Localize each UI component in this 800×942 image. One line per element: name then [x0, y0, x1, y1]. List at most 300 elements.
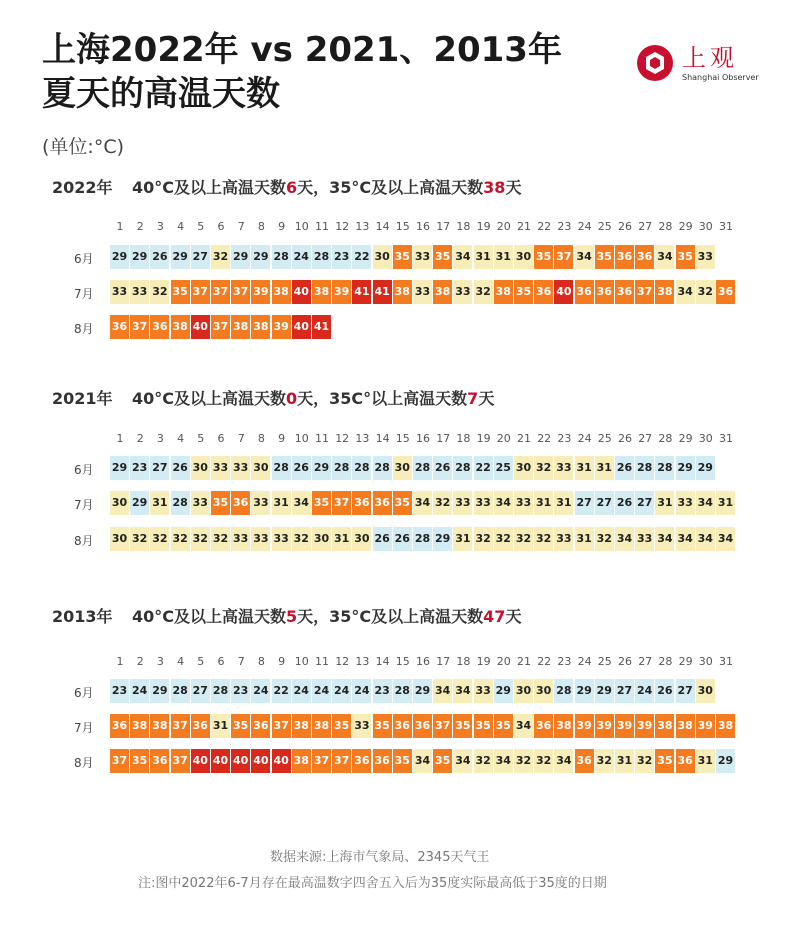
- temp-cell: 37: [312, 749, 331, 773]
- temp-cell: 29: [413, 679, 432, 703]
- section-year: 2022年: [52, 178, 113, 197]
- temp-cell: 35: [312, 491, 331, 515]
- day-label: 3: [156, 432, 164, 445]
- temp-cell: 40: [554, 280, 573, 304]
- temp-cell: 28: [554, 679, 573, 703]
- temp-cell: 38: [655, 714, 674, 738]
- temp-cell: 32: [211, 527, 230, 551]
- month-label: 7月: [74, 721, 94, 735]
- temp-cell: 38: [292, 714, 311, 738]
- temp-cell: 38: [393, 280, 412, 304]
- temp-cell: 32: [595, 527, 614, 551]
- day-label: 13: [355, 655, 370, 668]
- section-header-2013: [52, 604, 521, 627]
- temp-cell: 32: [171, 527, 190, 551]
- temp-cell: 30: [393, 456, 412, 480]
- temp-cell: 34: [453, 749, 472, 773]
- temp-cell: 40: [211, 749, 230, 773]
- temp-cell: 32: [474, 280, 493, 304]
- temp-cell: 35: [474, 714, 493, 738]
- section-year: 2013年: [52, 607, 113, 626]
- unit-label: (单位:°C): [42, 136, 124, 158]
- temp-cell: 31: [534, 491, 553, 515]
- temp-cell: 29: [312, 456, 331, 480]
- temp-cell: 38: [150, 714, 169, 738]
- temp-cell: 37: [635, 280, 654, 304]
- section-text: 天，35°C及以上高温天数: [297, 178, 484, 197]
- temp-cell: 35: [433, 749, 452, 773]
- day-label: 18: [456, 655, 471, 668]
- temp-cell: 29: [110, 245, 129, 269]
- temp-cell: 35: [332, 714, 351, 738]
- day-label: 14: [375, 220, 390, 233]
- temp-cell: 32: [433, 491, 452, 515]
- temp-cell: 26: [292, 456, 311, 480]
- day-label: 17: [436, 655, 451, 668]
- day-label: 1: [116, 432, 124, 445]
- temp-cell: 39: [615, 714, 634, 738]
- temp-cell: 37: [130, 315, 149, 339]
- temp-cell: 29: [575, 679, 594, 703]
- temp-cell: 40: [251, 749, 270, 773]
- temp-cell: 34: [494, 491, 513, 515]
- temp-cell: 33: [413, 280, 432, 304]
- day-label: 15: [395, 655, 410, 668]
- day-label: 9: [278, 655, 286, 668]
- day-label: 29: [678, 655, 693, 668]
- month-label: 6月: [74, 252, 94, 266]
- day-label: 30: [698, 220, 713, 233]
- temp-cell: 36: [534, 280, 553, 304]
- temp-cell: 32: [150, 280, 169, 304]
- temp-cell: 37: [171, 749, 190, 773]
- temp-cell: 29: [433, 527, 452, 551]
- section-text: 天，35C°以上高温天数: [297, 389, 468, 408]
- temp-cell: 38: [312, 714, 331, 738]
- temp-cell: 29: [231, 245, 250, 269]
- temp-cell: 38: [251, 315, 270, 339]
- section-header-2022: [52, 175, 521, 198]
- day-label: 31: [719, 655, 733, 668]
- count-40: 0: [286, 389, 298, 408]
- day-label: 23: [557, 220, 572, 233]
- day-label: 25: [597, 220, 612, 233]
- temp-cell: 37: [272, 714, 291, 738]
- count-40: 6: [286, 178, 298, 197]
- temp-cell: 39: [575, 714, 594, 738]
- temp-cell: 37: [332, 491, 351, 515]
- temp-cell: 33: [453, 280, 472, 304]
- temp-cell: 34: [676, 527, 695, 551]
- temp-cell: 41: [373, 280, 392, 304]
- temp-cell: 33: [191, 491, 210, 515]
- temp-cell: 36: [352, 749, 371, 773]
- temp-cell: 27: [150, 456, 169, 480]
- day-label: 21: [517, 432, 531, 445]
- day-label: 29: [678, 220, 693, 233]
- section-text: 40°C及以上高温天数: [132, 607, 287, 626]
- temp-cell: 24: [312, 679, 331, 703]
- section-text: 天: [505, 607, 522, 626]
- temp-cell: 29: [716, 749, 735, 773]
- temp-cell: 30: [110, 491, 129, 515]
- temp-cell: 35: [130, 749, 149, 773]
- temp-cell: 32: [514, 527, 533, 551]
- day-label: 11: [315, 220, 329, 233]
- temp-cell: 26: [433, 456, 452, 480]
- temp-cell: 33: [231, 456, 250, 480]
- temp-cell: 37: [191, 280, 210, 304]
- temp-cell: 33: [413, 245, 432, 269]
- day-label: 18: [456, 220, 471, 233]
- day-label: 2: [136, 655, 144, 668]
- temp-cell: 32: [191, 527, 210, 551]
- temp-cell: 22: [352, 245, 371, 269]
- temp-cell: 38: [716, 714, 735, 738]
- day-label: 13: [355, 432, 370, 445]
- day-label: 6: [217, 220, 225, 233]
- day-label: 27: [638, 432, 653, 445]
- day-label: 15: [395, 432, 410, 445]
- temp-cell: 33: [474, 679, 493, 703]
- day-label: 15: [395, 220, 410, 233]
- temp-cell: 26: [615, 456, 634, 480]
- day-label: 8: [257, 432, 265, 445]
- month-label: 6月: [74, 686, 94, 700]
- temp-cell: 31: [332, 527, 351, 551]
- day-label: 10: [294, 655, 309, 668]
- temp-cell: 40: [292, 315, 311, 339]
- day-label: 19: [476, 432, 491, 445]
- month-label: 7月: [74, 498, 94, 512]
- temp-cell: 30: [534, 679, 553, 703]
- day-label: 22: [537, 655, 552, 668]
- temp-cell: 41: [352, 280, 371, 304]
- temp-cell: 29: [110, 456, 129, 480]
- day-label: 26: [618, 432, 632, 445]
- day-label: 5: [197, 220, 205, 233]
- day-label: 13: [355, 220, 370, 233]
- day-label: 25: [597, 655, 612, 668]
- temp-cell: 32: [474, 527, 493, 551]
- temp-cell: 35: [433, 245, 452, 269]
- day-label: 6: [217, 432, 225, 445]
- temp-cell: 32: [150, 527, 169, 551]
- temp-cell: 38: [554, 714, 573, 738]
- temp-cell: 36: [635, 245, 654, 269]
- day-label: 24: [577, 220, 592, 233]
- temp-cell: 36: [393, 714, 412, 738]
- temp-cell: 28: [171, 679, 190, 703]
- temp-cell: 40: [292, 280, 311, 304]
- temp-cell: 38: [312, 280, 331, 304]
- temp-cell: 29: [494, 679, 513, 703]
- temp-cell: 23: [332, 245, 351, 269]
- temp-cell: 37: [110, 749, 129, 773]
- temp-cell: 35: [393, 245, 412, 269]
- logo: [636, 44, 759, 86]
- day-label: 26: [618, 220, 632, 233]
- temp-cell: 31: [272, 491, 291, 515]
- day-label: 24: [577, 432, 592, 445]
- temp-cell: 34: [716, 527, 735, 551]
- day-label: 28: [658, 432, 673, 445]
- day-label: 31: [719, 432, 733, 445]
- temp-cell: 29: [251, 245, 270, 269]
- temp-cell: 36: [615, 245, 634, 269]
- temp-cell: 31: [575, 456, 594, 480]
- temp-cell: 28: [635, 456, 654, 480]
- temp-cell: 39: [635, 714, 654, 738]
- temp-cell: 36: [150, 749, 169, 773]
- temp-cell: 33: [231, 527, 250, 551]
- temp-cell: 34: [433, 679, 452, 703]
- temp-cell: 32: [534, 456, 553, 480]
- day-label: 31: [719, 220, 733, 233]
- temp-cell: 28: [211, 679, 230, 703]
- temp-cell: 39: [272, 315, 291, 339]
- section-header-2021: [52, 386, 494, 409]
- temp-cell: 24: [292, 679, 311, 703]
- temp-cell: 26: [373, 527, 392, 551]
- section-text: 40°C及以上高温天数: [132, 178, 287, 197]
- temp-cell: 40: [191, 315, 210, 339]
- temp-cell: 33: [696, 245, 715, 269]
- temp-cell: 35: [655, 749, 674, 773]
- temp-cell: 24: [352, 679, 371, 703]
- temp-cell: 34: [494, 749, 513, 773]
- temp-cell: 34: [575, 245, 594, 269]
- temp-cell: 30: [191, 456, 210, 480]
- page-title: 上海2022年 vs 2021、2013年: [42, 30, 562, 70]
- temp-cell: 27: [191, 245, 210, 269]
- temp-cell: 36: [110, 714, 129, 738]
- page-subtitle: 夏天的高温天数: [42, 74, 280, 114]
- day-label: 7: [237, 220, 245, 233]
- temp-cell: 38: [130, 714, 149, 738]
- temp-cell: 35: [534, 245, 553, 269]
- temp-cell: 38: [292, 749, 311, 773]
- day-label: 20: [496, 220, 511, 233]
- temp-cell: 30: [514, 679, 533, 703]
- day-label: 17: [436, 220, 451, 233]
- temp-cell: 37: [231, 280, 250, 304]
- temp-cell: 27: [615, 679, 634, 703]
- temp-cell: 39: [251, 280, 270, 304]
- day-label: 5: [197, 655, 205, 668]
- temp-cell: 35: [393, 749, 412, 773]
- day-label: 28: [658, 655, 673, 668]
- temp-cell: 32: [635, 749, 654, 773]
- count-40: 5: [286, 607, 298, 626]
- day-label: 18: [456, 432, 471, 445]
- temp-cell: 36: [110, 315, 129, 339]
- temp-cell: 36: [534, 714, 553, 738]
- day-label: 3: [156, 220, 164, 233]
- temp-cell: 31: [595, 456, 614, 480]
- temp-cell: 38: [676, 714, 695, 738]
- temp-cell: 38: [655, 280, 674, 304]
- day-label: 28: [658, 220, 673, 233]
- temp-cell: 35: [211, 491, 230, 515]
- temp-cell: 31: [494, 245, 513, 269]
- temp-cell: 32: [514, 749, 533, 773]
- day-label: 5: [197, 432, 205, 445]
- day-label: 23: [557, 655, 572, 668]
- temp-cell: 24: [332, 679, 351, 703]
- section-year: 2021年: [52, 389, 113, 408]
- temp-cell: 36: [373, 749, 392, 773]
- temp-cell: 37: [211, 315, 230, 339]
- day-label: 4: [177, 655, 185, 668]
- temp-cell: 34: [615, 527, 634, 551]
- temp-cell: 28: [393, 679, 412, 703]
- temp-cell: 28: [655, 456, 674, 480]
- day-label: 1: [116, 220, 124, 233]
- temp-cell: 34: [514, 714, 533, 738]
- section-text: 40°C及以上高温天数: [132, 389, 287, 408]
- temp-cell: 35: [231, 714, 250, 738]
- temp-cell: 41: [312, 315, 331, 339]
- temp-cell: 37: [332, 749, 351, 773]
- month-label: 8月: [74, 756, 94, 770]
- temp-cell: 29: [130, 245, 149, 269]
- temp-cell: 39: [696, 714, 715, 738]
- temp-cell: 33: [251, 491, 270, 515]
- day-label: 29: [678, 432, 693, 445]
- day-label: 30: [698, 432, 713, 445]
- temp-cell: 35: [373, 714, 392, 738]
- count-35: 47: [483, 607, 506, 626]
- temp-cell: 30: [312, 527, 331, 551]
- temp-cell: 40: [231, 749, 250, 773]
- temp-cell: 26: [171, 456, 190, 480]
- day-label: 2: [136, 432, 144, 445]
- temp-cell: 35: [494, 714, 513, 738]
- day-label: 19: [476, 220, 491, 233]
- temp-cell: 31: [150, 491, 169, 515]
- day-label: 9: [278, 432, 286, 445]
- day-label: 16: [416, 655, 430, 668]
- day-label: 11: [315, 655, 329, 668]
- section-text: 天，35°C及以上高温天数: [297, 607, 484, 626]
- temp-cell: 30: [373, 245, 392, 269]
- temp-cell: 30: [696, 679, 715, 703]
- temp-cell: 36: [251, 714, 270, 738]
- temp-cell: 29: [130, 491, 149, 515]
- day-label: 8: [257, 655, 265, 668]
- temp-cell: 25: [494, 456, 513, 480]
- temp-cell: 28: [171, 491, 190, 515]
- temp-cell: 28: [413, 456, 432, 480]
- temp-cell: 31: [716, 491, 735, 515]
- temp-cell: 38: [272, 280, 291, 304]
- temp-cell: 31: [211, 714, 230, 738]
- temp-cell: 23: [231, 679, 250, 703]
- temp-cell: 27: [635, 491, 654, 515]
- day-label: 10: [294, 432, 309, 445]
- temp-cell: 34: [696, 491, 715, 515]
- day-label: 11: [315, 432, 329, 445]
- temp-cell: 40: [191, 749, 210, 773]
- day-label: 7: [237, 655, 245, 668]
- day-label: 27: [638, 655, 653, 668]
- temp-cell: 27: [575, 491, 594, 515]
- temp-cell: 28: [453, 456, 472, 480]
- temp-cell: 29: [171, 245, 190, 269]
- temp-cell: 26: [150, 245, 169, 269]
- day-label: 16: [416, 432, 430, 445]
- day-label: 20: [496, 432, 511, 445]
- day-label: 2: [136, 220, 144, 233]
- day-label: 21: [517, 220, 531, 233]
- temp-cell: 36: [352, 491, 371, 515]
- temp-cell: 36: [716, 280, 735, 304]
- temp-cell: 26: [615, 491, 634, 515]
- day-label: 14: [375, 655, 390, 668]
- day-label: 26: [618, 655, 632, 668]
- temp-cell: 33: [130, 280, 149, 304]
- temp-cell: 36: [575, 749, 594, 773]
- temp-cell: 33: [211, 456, 230, 480]
- temp-cell: 36: [413, 714, 432, 738]
- day-label: 4: [177, 220, 185, 233]
- temp-cell: 32: [534, 749, 553, 773]
- temp-cell: 38: [171, 315, 190, 339]
- footnote: 注:图中2022年6-7月存在最高温数字四舍五入后为35度实际最高低于35度的日期: [138, 876, 607, 891]
- logo-subtitle: Shanghai Observer: [682, 73, 759, 82]
- temp-cell: 32: [292, 527, 311, 551]
- temp-cell: 34: [676, 280, 695, 304]
- temp-cell: 37: [211, 280, 230, 304]
- temp-cell: 31: [655, 491, 674, 515]
- temp-cell: 27: [676, 679, 695, 703]
- day-label: 16: [416, 220, 430, 233]
- temp-cell: 30: [352, 527, 371, 551]
- temp-cell: 40: [272, 749, 291, 773]
- month-label: 8月: [74, 322, 94, 336]
- temp-cell: 35: [514, 280, 533, 304]
- temp-cell: 30: [251, 456, 270, 480]
- temp-cell: 28: [332, 456, 351, 480]
- temp-cell: 32: [474, 749, 493, 773]
- temp-cell: 24: [292, 245, 311, 269]
- temp-cell: 34: [413, 491, 432, 515]
- temp-cell: 28: [272, 456, 291, 480]
- temp-cell: 33: [474, 491, 493, 515]
- temp-cell: 33: [554, 527, 573, 551]
- temp-cell: 34: [554, 749, 573, 773]
- count-35: 7: [467, 389, 479, 408]
- temp-cell: 37: [554, 245, 573, 269]
- temp-cell: 32: [696, 280, 715, 304]
- temp-cell: 38: [231, 315, 250, 339]
- day-label: 7: [237, 432, 245, 445]
- temp-cell: 31: [474, 245, 493, 269]
- temp-cell: 31: [554, 491, 573, 515]
- temp-cell: 38: [433, 280, 452, 304]
- temp-cell: 34: [655, 245, 674, 269]
- temp-cell: 30: [514, 456, 533, 480]
- temp-cell: 36: [150, 315, 169, 339]
- temp-cell: 28: [413, 527, 432, 551]
- temp-cell: 36: [373, 491, 392, 515]
- temp-cell: 36: [191, 714, 210, 738]
- temp-cell: 30: [110, 527, 129, 551]
- temp-cell: 37: [433, 714, 452, 738]
- temp-cell: 33: [251, 527, 270, 551]
- day-label: 20: [496, 655, 511, 668]
